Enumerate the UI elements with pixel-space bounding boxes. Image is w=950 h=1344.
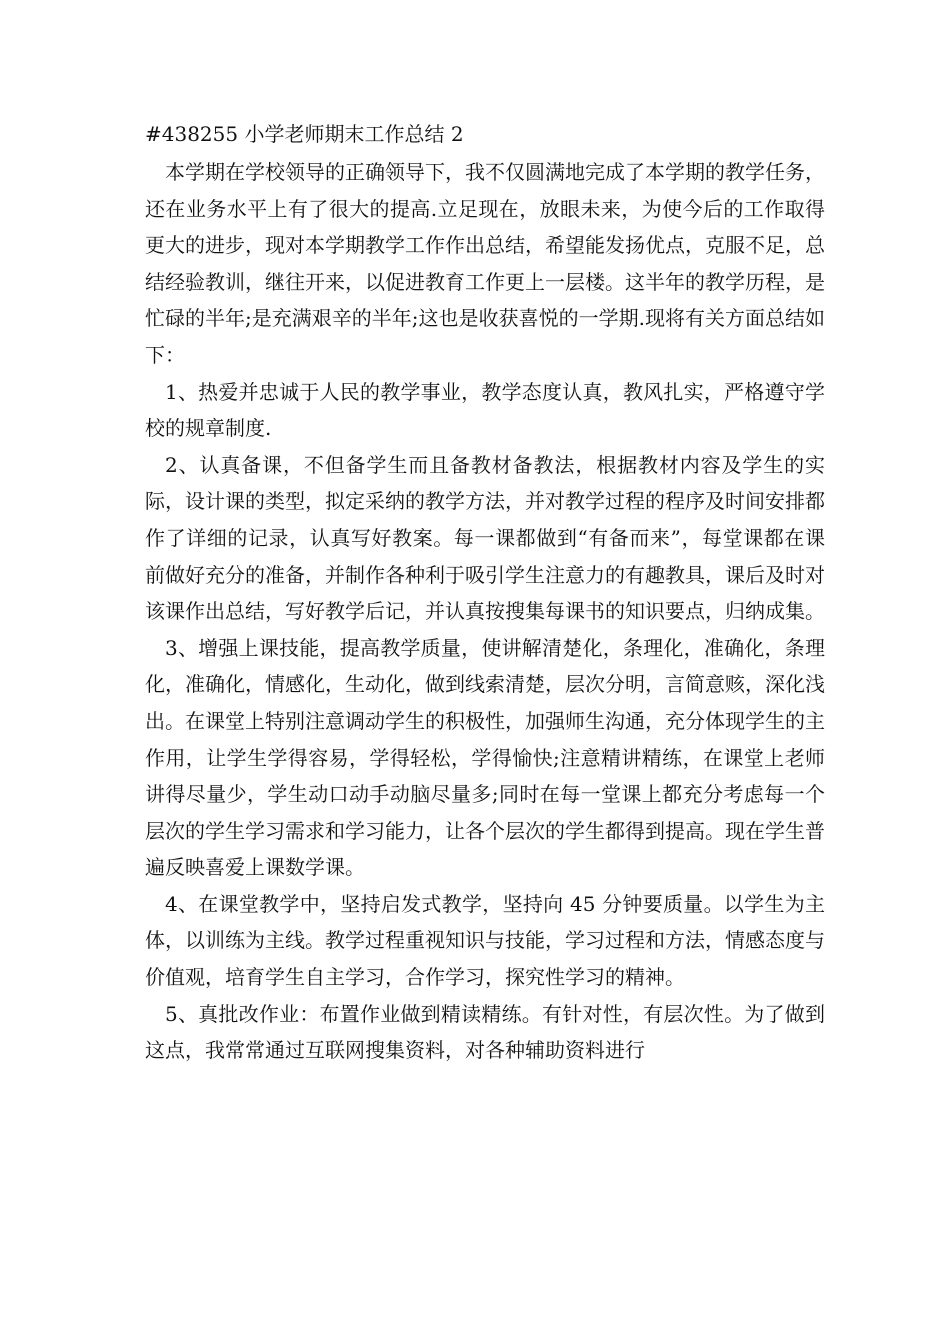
item-paragraph-3: 3、增强上课技能，提高教学质量，使讲解清楚化，条理化，准确化，条理化，准确化，情感化，生动化，做到线索清楚，层次分明，言简意赅，深化浅出。在课堂上特别注意调动学生的积极性，加强师生沟通，充分体现学生的主作用，让学生学得容易，学得轻松，学得愉快;注意精讲精练，在课堂上老师讲得尽量少，学生动口动手动脑尽量多;同时在每一堂课上都充分考虑每一个层次的学生学习需求和学习能力，让各个层次的学生都得到提高。现在学生普遍反映喜爱上课数学课。 xyxy=(145,635,825,880)
document-title: #438255 小学老师期末工作总结 2 xyxy=(145,122,464,146)
item-paragraph-2: 2、认真备课，不但备学生而且备教材备教法，根据教材内容及学生的实际，设计课的类型，拟定采纳的教学方法，并对教学过程的程序及时间安排都作了详细的记录，认真写好教案。每一课都做到“有备而来”，每堂课都在课前做好充分的准备，并制作各种利于吸引学生注意力的有趣教具，课后及时对该课作出总结，写好教学后记，并认真按搜集每课书的知识要点，归纳成集。 xyxy=(145,452,825,624)
document-body xyxy=(145,116,825,1069)
item-paragraph-5: 5、真批改作业：布置作业做到精读精练。有针对性，有层次性。为了做到这点，我常常通过互联网搜集资料，对各种辅助资料进行 xyxy=(145,1001,825,1063)
intro-paragraph: 本学期在学校领导的正确领导下，我不仅圆满地完成了本学期的教学任务，还在业务水平上有了很大的提高.立足现在，放眼未来，为使今后的工作取得更大的进步，现对本学期教学工作作出总结，希望能发扬优点，克服不足，总结经验教训，继往开来，以促进教育工作更上一层楼。这半年的教学历程，是忙碌的半年;是充满艰辛的半年;这也是收获喜悦的一学期.现将有关方面总结如下： xyxy=(145,160,825,367)
item-paragraph-4: 4、在课堂教学中，坚持启发式教学，坚持向 45 分钟要质量。以学生为主体，以训练为主线。教学过程重视知识与技能，学习过程和方法，情感态度与价值观，培育学生自主学习，合作学习，探究性学习的精神。 xyxy=(145,891,825,990)
item-paragraph-1: 1、热爱并忠诚于人民的教学事业，教学态度认真，教风扎实，严格遵守学校的规章制度. xyxy=(145,379,825,441)
